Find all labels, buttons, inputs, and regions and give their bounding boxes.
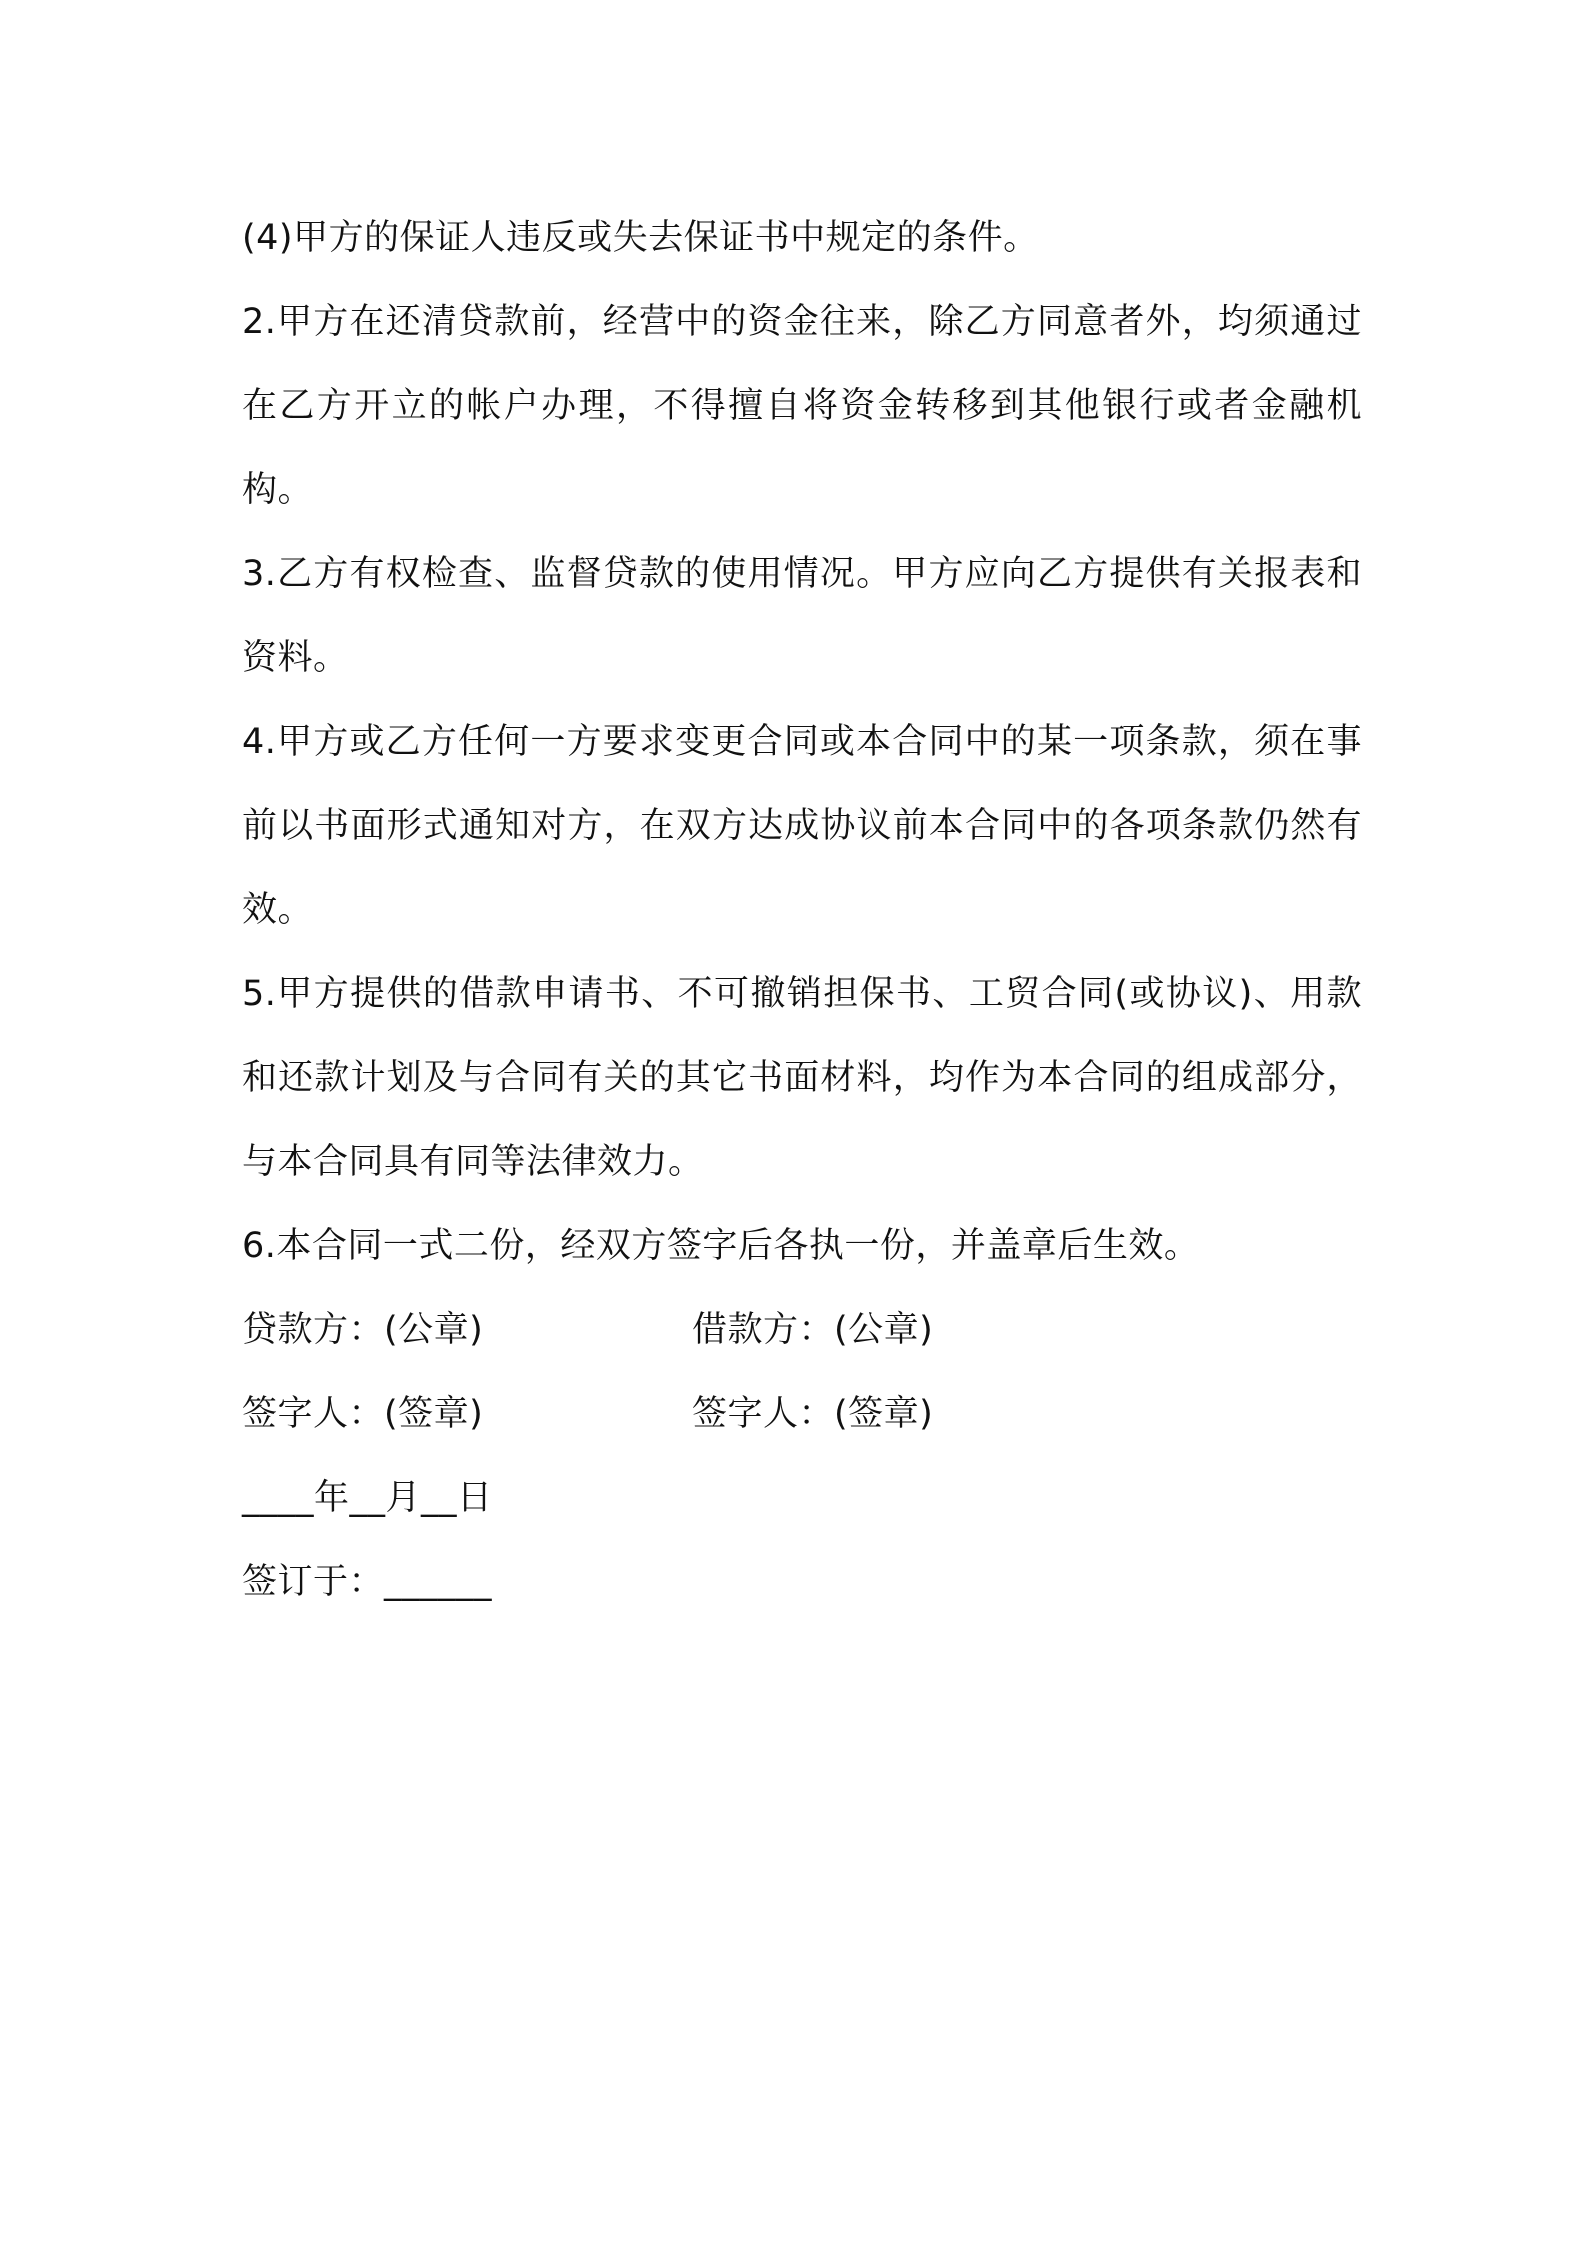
lender-signer-label: 签字人：(签章) [242,1394,484,1434]
borrower-signer-label: 签字人：(签章) [692,1394,934,1434]
clause-5: 5.甲方提供的借款申请书、不可撤销担保书、工贸合同(或协议)、用款和还款计划及与合同有关的其它书面材料，均作为本合同的组成部分，与本合同具有同等法律效力。 [242,974,1362,1182]
clause-4-sub: (4)甲方的保证人违反或失去保证书中规定的条件。 [242,218,1039,258]
clause-2: 2.甲方在还清贷款前，经营中的资金往来，除乙方同意者外，均须通过在乙方开立的帐户办理，不得擅自将资金转移到其他银行或者金融机构。 [242,302,1362,510]
clause-3: 3.乙方有权检查、监督贷款的使用情况。甲方应向乙方提供有关报表和资料。 [242,554,1362,678]
date-line: ____年__月__日 [242,1478,493,1518]
borrower-seal-label: 借款方：(公章) [692,1310,934,1350]
signed-at-line: 签订于：______ [242,1562,493,1602]
contract-body [242,196,1362,1624]
clause-4: 4.甲方或乙方任何一方要求变更合同或本合同中的某一项条款，须在事前以书面形式通知对方，在双方达成协议前本合同中的各项条款仍然有效。 [242,722,1362,930]
seal-row [242,1288,1362,1372]
clause-6: 6.本合同一式二份，经双方签字后各执一份，并盖章后生效。 [242,1226,1200,1266]
lender-seal-label: 贷款方：(公章) [242,1310,484,1350]
signer-row [242,1372,1362,1456]
